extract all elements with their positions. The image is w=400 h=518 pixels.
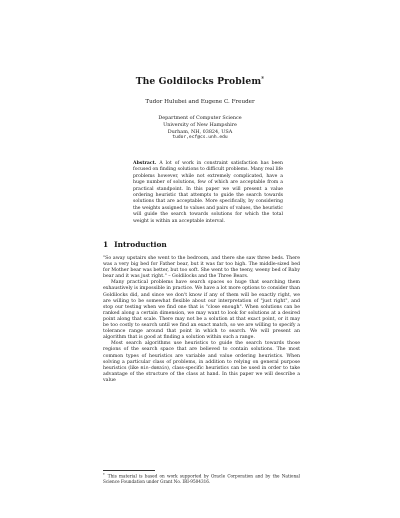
affiliation-university: University of New Hampshire — [163, 121, 237, 128]
affiliation-email: tudor,ecf@cs.unh.edu — [172, 135, 228, 141]
paragraph-text-after: ), class-specific heuristics can be used in order to take advantage of the structure of the class at hand. In this paper we will describe a value — [103, 365, 300, 383]
inline-code: min-domain — [140, 365, 168, 371]
body-paragraph: Many practical problems have search spaces so huge that searching them exhaustively is impossible in practice. We have a lot more options to consider than Goldilocks did, and since we don't know if any of them will be exactly right, we are willing to be somewhat flexible about our interpretation of "just right", and stop our testing when we find one that is "close enough". When solutions can be ranked along a certain dimension, we may want to look for solutions at a desired point along that scale. There may not be a solution at that exact point, or it may be too costly to search until we find an exact match, so we are willing to specify a tolerance range around that point in which to search. We will present an algorithm that is good at finding a solution within such a range. — [103, 280, 300, 341]
footnote-text: This material is based on work supported by Oracle Corporation and by the National Science Foundation under Grant No. IRI-9504316. — [103, 473, 300, 485]
section-title: Introduction — [114, 240, 167, 249]
paper-authors: Tudor Hulubei and Eugene C. Freuder — [145, 99, 255, 105]
section-heading — [103, 240, 167, 249]
abstract — [133, 161, 283, 225]
section-number: 1 — [103, 240, 109, 249]
footnote-rule — [103, 470, 155, 471]
section-body — [103, 256, 300, 384]
affiliation-block — [0, 115, 400, 142]
footnote-mark: * — [103, 473, 105, 477]
abstract-text: A lot of work in constraint satisfaction has been focused on finding solutions to difficult problems. Many real life problems however, while not extremely complicated, have a huge number of solutions, few of which are acceptable from a practical standpoint. In this paper we will present a value ordering heuristic that attempts to guide the search towards solutions that are acceptable. More specifically, by considering the weights assigned to values and pairs of values, the heuristic will guide the search towards solutions for which the total weight is within an acceptable interval. — [133, 161, 283, 224]
title-footnote-mark: * — [261, 76, 265, 83]
body-paragraph-quote: "So away upstairs she went to the bedroom, and there she saw three beds. There was a very big bed for Father bear, but it was far too high. The middle-sized bed for Mother bear was better, but too soft. She went to the teeny, weeny bed of Baby bear and it was just right." – Goldilocks and the Three Bears. — [103, 256, 300, 280]
paragraph-text-before: Most search algorithms use heuristics to guide the search towards those regions of the search space that are believed to contain solutions. The most common types of heuristics are variable and value ordering heuristics. When solving a particular class of problems, in addition to relying on general purpose heuristics (like — [103, 341, 300, 371]
abstract-label: Abstract. — [133, 161, 157, 166]
affiliation-department: Department of Computer Science — [158, 115, 242, 121]
affiliation-address: Durham, NH, 03824, USA — [167, 128, 233, 135]
body-paragraph-heuristics — [103, 341, 300, 384]
footnote — [103, 473, 300, 485]
paper-title-text: The Goldilocks Problem — [135, 76, 262, 87]
paper-title — [0, 76, 400, 87]
